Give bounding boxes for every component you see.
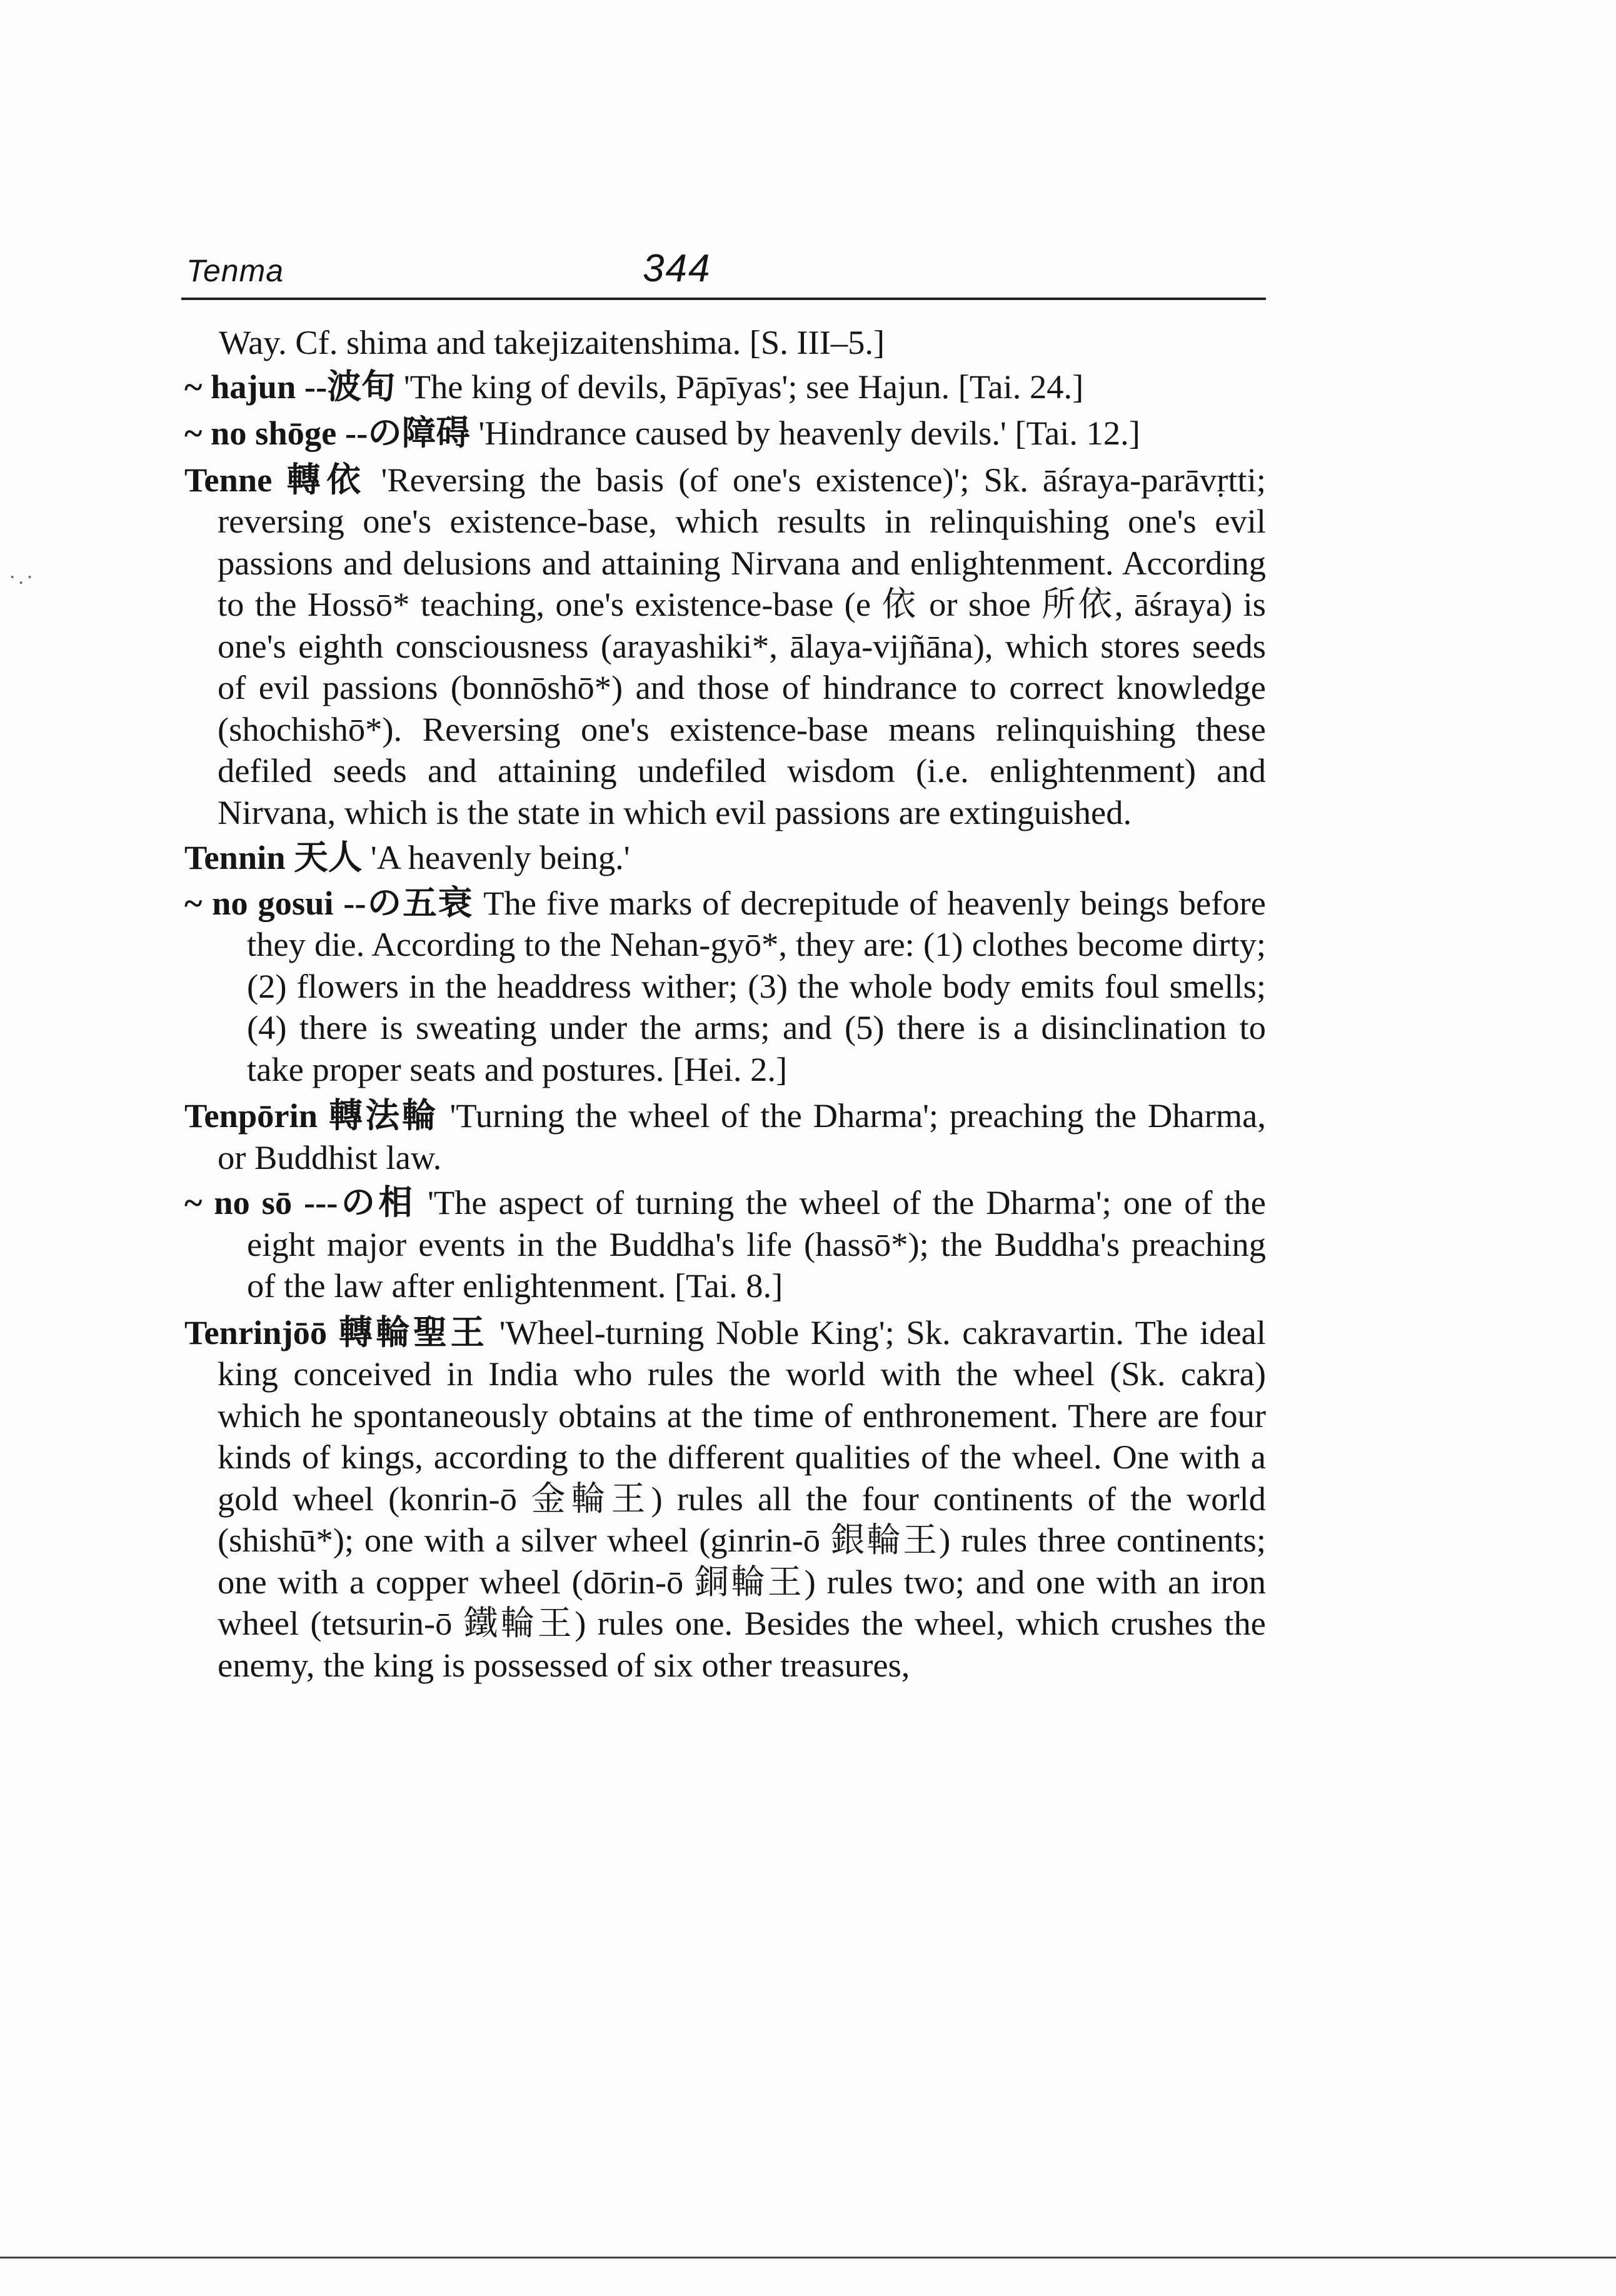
entry [184,837,1266,879]
subentry-text: The five marks of decrepitude of heavenly beings before they die. According to the Nehan-gyō*, they are: (1) clothes become dirty; (2) flowers in the headdress wither; (3) the whole body emits foul smells; (4) there is sweating under the arms; and (5) there is a disinclination to take proper seats and postures. [Hei. 2.] [247,883,1266,1088]
subentry [184,883,1266,1091]
subentry-head: ~ no gosui --の五衰 [184,883,484,922]
entry-text: 'Turning the wheel of the Dharma'; preaching the Dharma, or Buddhist law. [218,1096,1266,1176]
entry [184,1312,1266,1687]
entry-headword: Tennin 天人 [184,838,371,876]
page-header [181,248,1266,300]
paragraph-text: Way. Cf. shima and takejizaitenshima. [S. III–5.] [219,323,885,361]
entry-headword: Tenrinjōō 轉輪聖王 [184,1313,499,1351]
subentry-head: ~ no sō ---の相 [184,1183,428,1221]
subentry-text: 'The aspect of turning the wheel of the Dharma'; one of the eight major events in the Buddha's life (hassō*); the Buddha's preaching of the law after enlightenment. [Tai. 8.] [247,1183,1267,1305]
entry-headword: Tenne 轉依 [184,460,381,499]
entry [184,459,1266,834]
dictionary-body [184,322,1266,1690]
margin-mark: ·.· [9,566,36,589]
subentry [184,413,1266,454]
entry [184,1095,1266,1178]
subentry [184,366,1266,408]
page-number: 344 [643,247,711,290]
subentry-text: 'The king of devils, Pāpīyas'; see Hajun. [Tai. 24.] [403,367,1084,406]
subentry-head: ~ no shōge --の障碍 [184,414,479,452]
entry-text: 'Reversing the basis (of one's existence)'; Sk. āśraya-parāvṛtti; reversing one's existence-base, which results in relinquishing one's evil passions and delusions and attaining Nirvana and enlightenment. According to the Hossō* teaching, one's existence-base (e 依 or shoe 所依, āśraya) is one's eighth consciousness (arayashiki*, ālaya-vijñāna), which stores seeds of evil passions (bonnōshō*) and those of hindrance to correct knowledge (shochishō*). Reversing one's existence-base means relinquishing these defiled seeds and attaining undefiled wisdom (i.e. enlightenment) and Nirvana, which is the state in which evil passions are extinguished. [218,460,1266,831]
subentry [184,1182,1267,1307]
entry-text: 'A heavenly being.' [370,838,630,876]
entry-text: 'Wheel-turning Noble King'; Sk. cakravartin. The ideal king conceived in India who rules the world with the wheel (Sk. cakra) which he spontaneously obtains at the time of enthronement. There are four kinds of kings, according to the different qualities of the wheel. One with a gold wheel (konrin-ō 金輪王) rules all the four continents of the world (shishū*); one with a silver wheel (ginrin-ō 銀輪王) rules three continents; one with a copper wheel (dōrin-ō 銅輪王) rules two; and one with an iron wheel (tetsurin-ō 鐵輪王) rules one. Besides the wheel, which crushes the enemy, the king is possessed of six other treasures, [218,1313,1266,1684]
subentry-head: ~ hajun --波旬 [184,367,404,406]
running-head: Tenma [186,253,284,288]
bottom-rule [0,2257,1616,2258]
subentry-text: 'Hindrance caused by heavenly devils.' [Tai. 12.] [478,414,1140,452]
entry-headword: Tenpōrin 轉法輪 [184,1096,450,1135]
continuation-paragraph [219,322,1266,364]
